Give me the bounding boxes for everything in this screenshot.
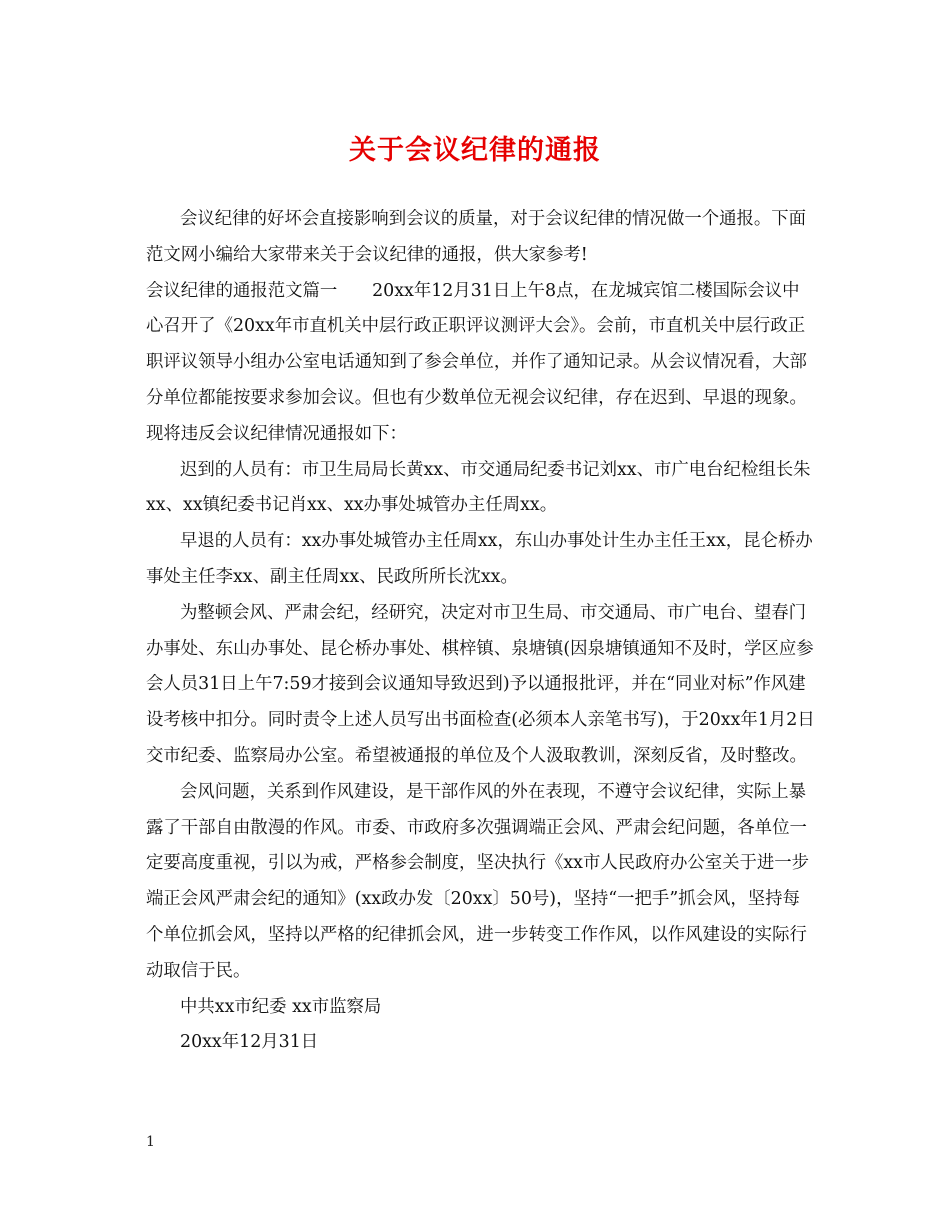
- body-paragraph-1: 会议纪律的通报范文篇一 20xx年12月31日上午8点，在龙城宾馆二楼国际会议中心召开了《20xx年市直机关中层行政正职评议测评大会》。会前，市直机关中层行政正职评议领导小组办公室电话通知到了参会单位，并作了通知记录。从会议情况看，大部分单位都能按要求参加会议。但也有少数单位无视会议纪律，存在迟到、早退的现象。现将违反会议纪律情况通报如下：: [146, 280, 807, 444]
- signature-organization: 中共xx市纪委 xx市监察局: [180, 996, 382, 1017]
- page-number: 1: [146, 1134, 155, 1150]
- intro-paragraph: 会议纪律的好坏会直接影响到会议的质量，对于会议纪律的情况做一个通报。下面范文网小编给大家带来关于会议纪律的通报，供大家参考!: [146, 209, 807, 265]
- late-attendees-paragraph: 迟到的人员有：市卫生局局长黄xx、市交通局纪委书记刘xx、市广电台纪检组长朱xx、xx镇纪委书记肖xx、xx办事处城管办主任周xx。: [146, 459, 811, 516]
- document-title: 关于会议纪律的通报: [349, 135, 601, 166]
- signature-date: 20xx年12月31日: [180, 1032, 319, 1053]
- decision-paragraph: 为整顿会风、严肃会纪，经研究，决定对市卫生局、市交通局、市广电台、望春门办事处、东山办事处、昆仑桥办事处、棋梓镇、泉塘镇(因泉塘镇通知不及时，学区应参会人员31日上午7:59才接到会议通知导致迟到)予以通报批评，并在“同业对标”作风建设考核中扣分。同时责令上述人员写出书面检查(必须本人亲笔书写)，于20xx年1月2日交市纪委、监察局办公室。希望被通报的单位及个人汲取教训，深刻反省，及时整改。: [146, 602, 815, 766]
- document-body: [146, 202, 816, 1061]
- conclusion-paragraph: 会风问题，关系到作风建设，是干部作风的外在表现，不遵守会议纪律，实际上暴露了干部自由散漫的作风。市委、市政府多次强调端正会风、严肃会纪问题，各单位一定要高度重视，引以为戒，严格参会制度，坚决执行《xx市人民政府办公室关于进一步端正会风严肃会纪的通知》(xx政办发〔20xx〕50号)，坚持“一把手”抓会风，坚持每个单位抓会风，坚持以严格的纪律抓会风，进一步转变工作作风，以作风建设的实际行动取信于民。: [146, 781, 810, 981]
- early-leavers-paragraph: 早退的人员有：xx办事处城管办主任周xx，东山办事处计生办主任王xx，昆仑桥办事处主任李xx、副主任周xx、民政所所长沈xx。: [146, 531, 813, 587]
